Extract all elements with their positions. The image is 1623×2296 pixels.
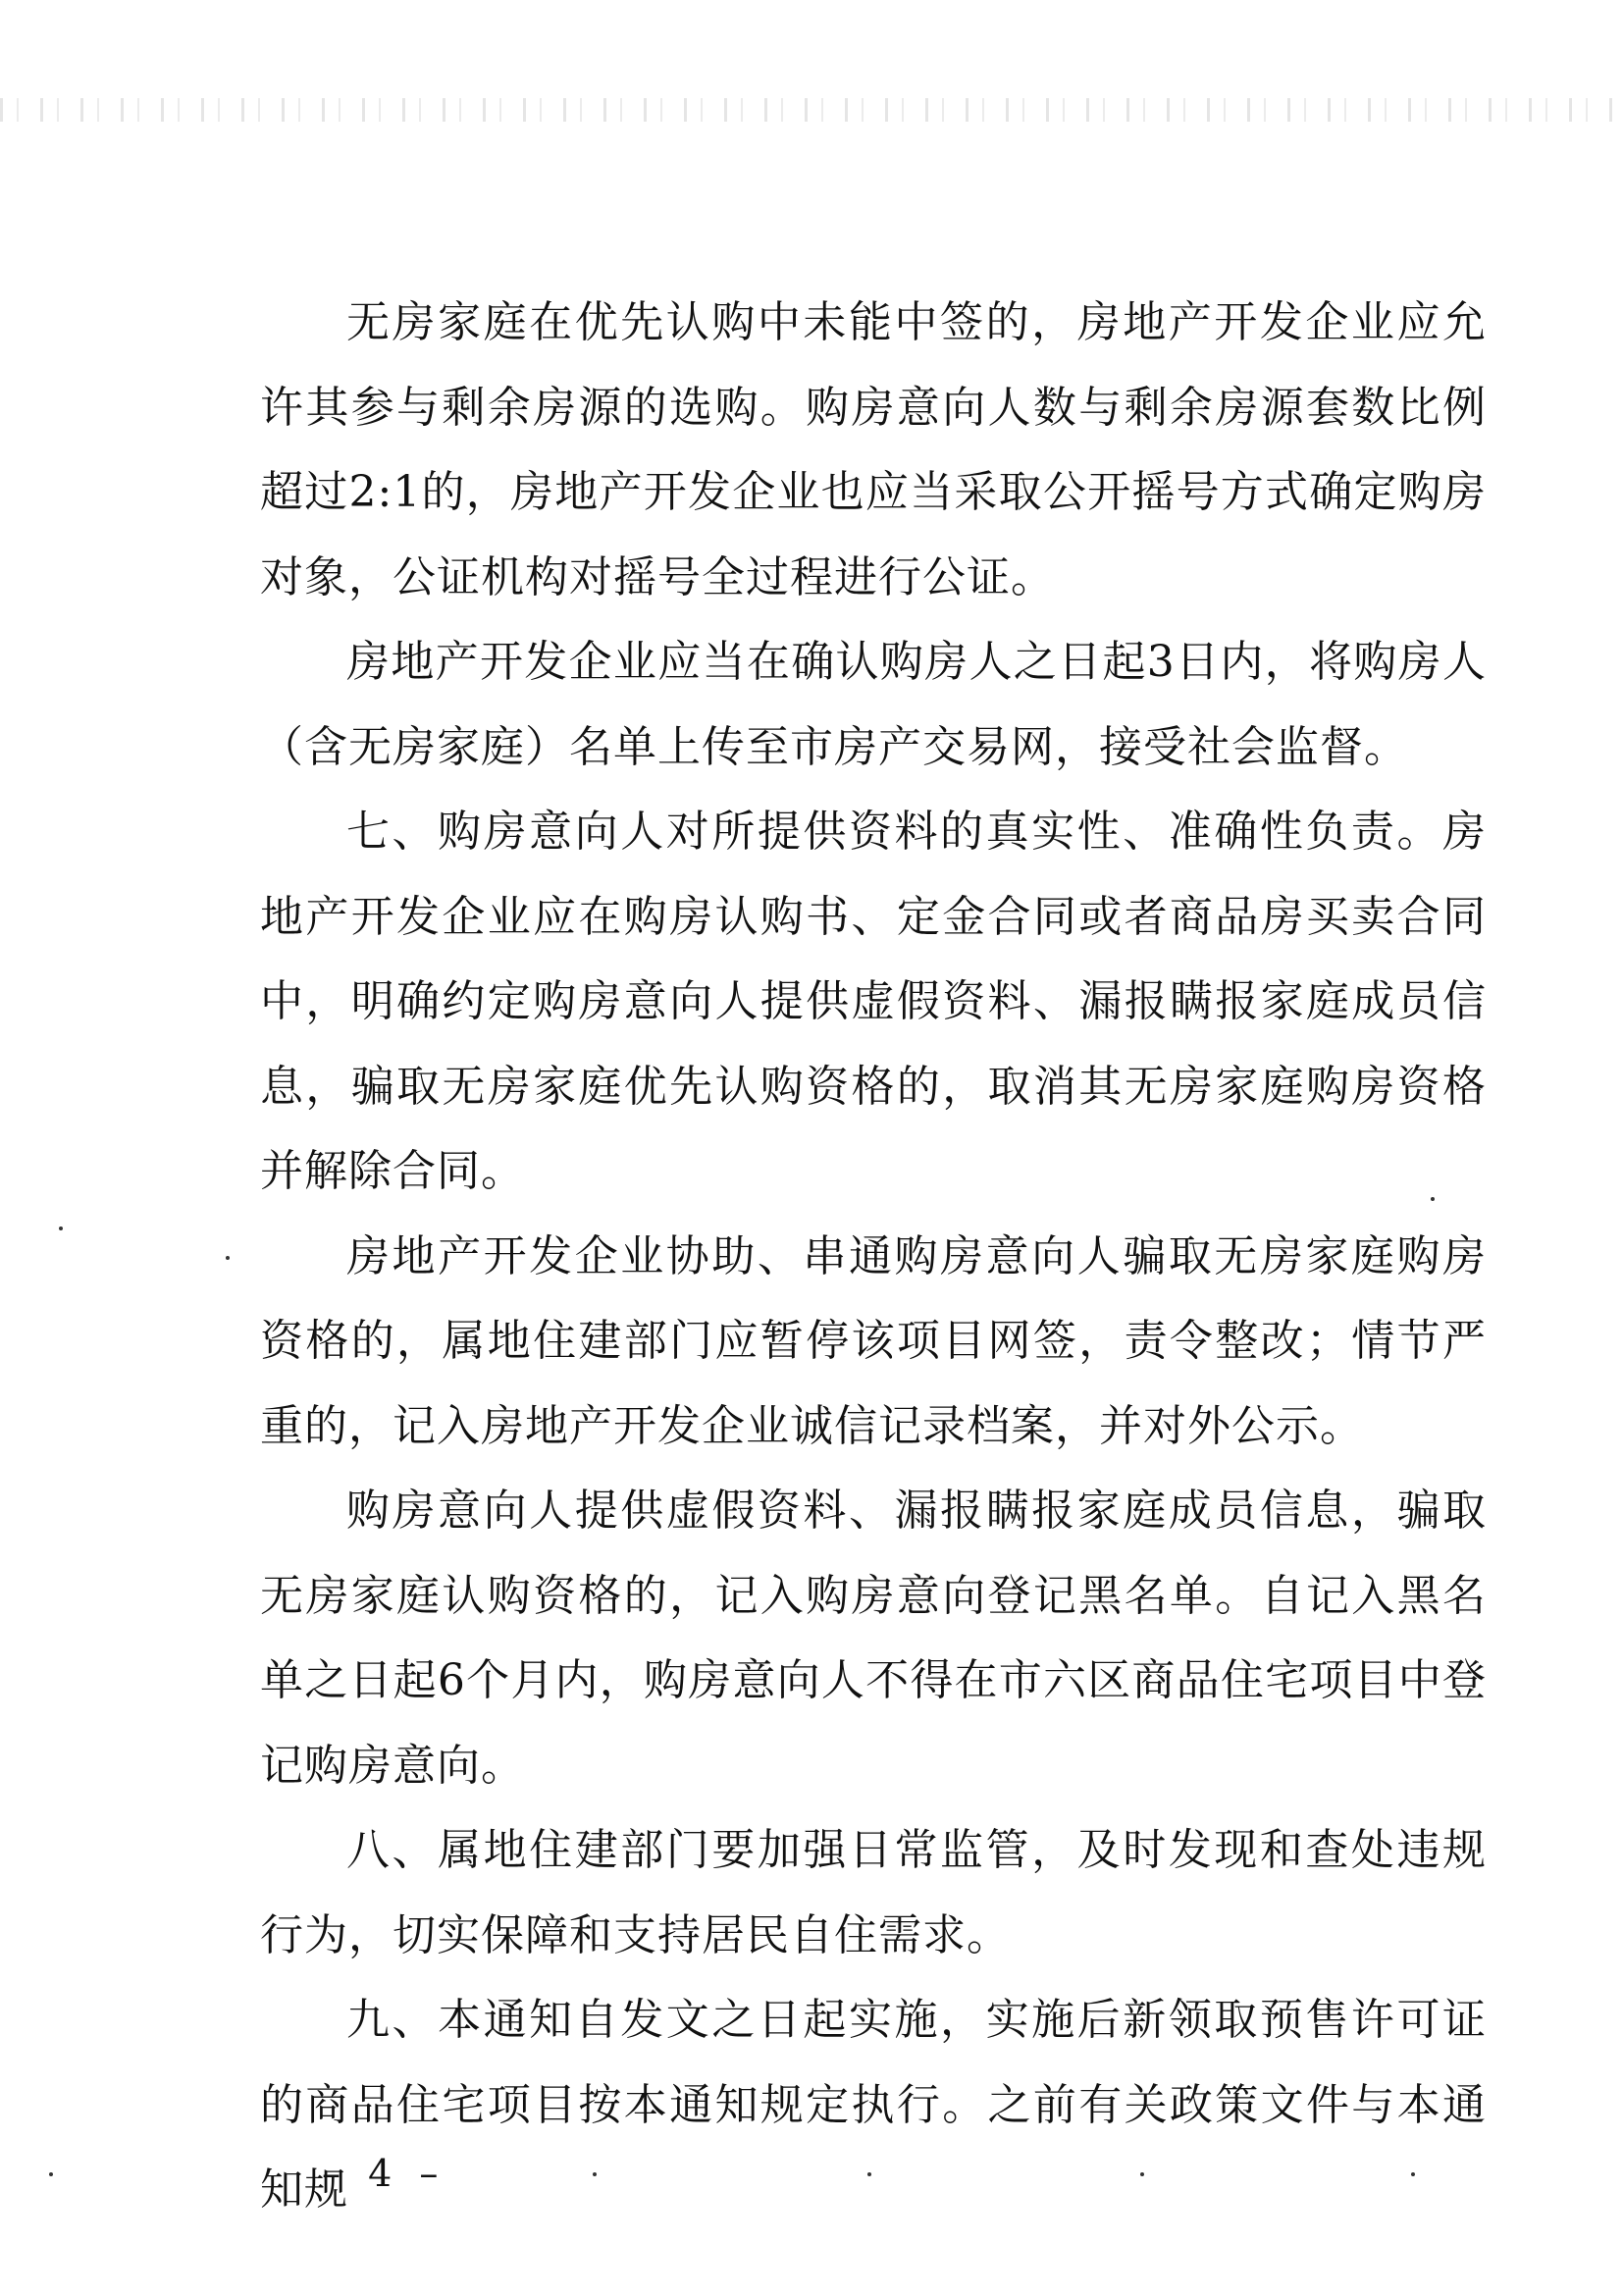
- paragraph-5: 购房意向人提供虚假资料、漏报瞒报家庭成员信息，骗取无房家庭认购资格的，记入购房意向登记黑名单。自记入黑名单之日起6个月内，购房意向人不得在市六区商品住宅项目中登记购房意向。: [260, 1486, 1487, 1791]
- paragraph-6: 八、属地住建部门要加强日常监管，及时发现和查处违规行为，切实保障和支持居民自住需求。: [260, 1825, 1487, 1960]
- scan-speck: [59, 1226, 63, 1230]
- page-number: – 4 –: [322, 2152, 446, 2195]
- document-body: [260, 281, 1487, 2233]
- scan-speck: [1140, 2172, 1144, 2176]
- scan-speck: [49, 2172, 53, 2176]
- paragraph-2: 房地产开发企业应当在确认购房人之日起3日内，将购房人（含无房家庭）名单上传至市房产交易网，接受社会监督。: [260, 637, 1487, 772]
- paragraph-3: 七、购房意向人对所提供资料的真实性、准确性负责。房地产开发企业应在购房认购书、定金合同或者商品房买卖合同中，明确约定购房意向人提供虚假资料、漏报瞒报家庭成员信息，骗取无房家庭优先认购资格的，取消其无房家庭购房资格并解除合同。: [260, 807, 1487, 1196]
- scan-speck: [867, 2172, 871, 2176]
- paragraph-7: 九、本通知自发文之日起实施，实施后新领取预售许可证的商品住宅项目按本通知规定执行。之前有关政策文件与本通知规: [260, 1995, 1487, 2215]
- scan-speck: [1411, 2172, 1415, 2176]
- paragraph-4: 房地产开发企业协助、串通购房意向人骗取无房家庭购房资格的，属地住建部门应暂停该项目网签，责令整改；情节严重的，记入房地产开发企业诚信记录档案，并对外公示。: [260, 1230, 1487, 1451]
- paragraph-1: 无房家庭在优先认购中未能中签的，房地产开发企业应允许其参与剩余房源的选购。购房意向人数与剩余房源套数比例超过2:1的，房地产开发企业也应当采取公开摇号方式确定购房对象，公证机构对摇号全过程进行公证。: [260, 297, 1487, 602]
- scan-artifact-line: [0, 98, 1623, 122]
- scan-speck: [1431, 1197, 1435, 1201]
- scan-speck: [593, 2172, 597, 2176]
- scan-speck: [226, 1256, 230, 1260]
